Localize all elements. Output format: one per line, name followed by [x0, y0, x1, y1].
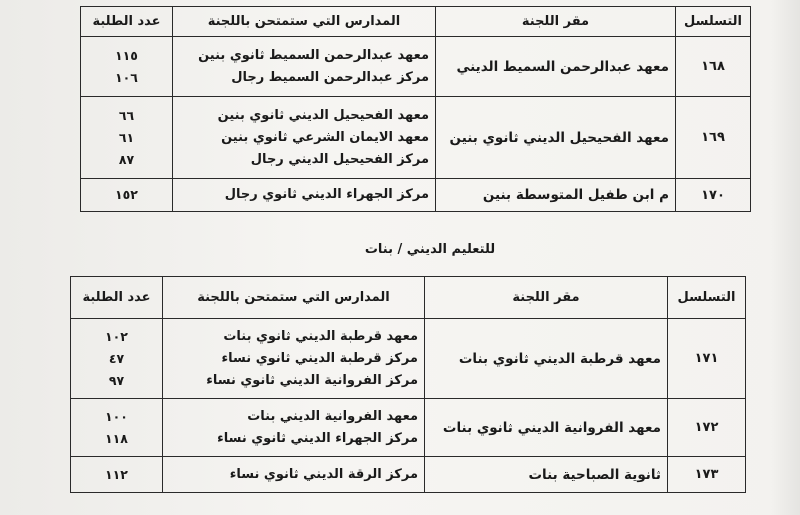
- school-name: معهد الفحيحيل الديني ثانوي بنين: [217, 107, 429, 123]
- student-count-cell: [71, 457, 163, 493]
- committee-hq-cell: معهد الفحيحيل الديني ثانوي بنين: [436, 97, 676, 179]
- student-count: ١١٢: [105, 466, 128, 482]
- school-name: مركز الرقة الديني ثانوي نساء: [229, 466, 418, 482]
- student-count-cell: [81, 37, 173, 97]
- table-row: [71, 457, 746, 493]
- schools-cell: [163, 319, 425, 399]
- school-name: معهد قرطبة الديني ثانوي بنات: [223, 328, 418, 344]
- table-row: [81, 37, 751, 97]
- school-name: مركز عبدالرحمن السميط رجال: [231, 69, 429, 85]
- student-count-cell: [71, 319, 163, 399]
- student-count: ١١٨: [105, 430, 128, 446]
- seq-cell: ١٧١: [668, 319, 746, 399]
- header-seq: التسلسل: [676, 7, 751, 37]
- header-student-count: عدد الطلبة: [71, 277, 163, 319]
- school-name: مركز الفحيحيل الديني رجال: [250, 151, 429, 167]
- student-count: ٨٧: [118, 151, 135, 167]
- schools-cell: [163, 457, 425, 493]
- school-name: مركز قرطبة الديني ثانوي نساء: [221, 350, 418, 366]
- school-name: معهد عبدالرحمن السميط ثانوي بنين: [198, 47, 429, 63]
- header-seq: التسلسل: [668, 277, 746, 319]
- schools-cell: [173, 37, 436, 97]
- committee-hq-cell: معهد قرطبة الديني ثانوي بنات: [425, 319, 668, 399]
- table-row: [71, 399, 746, 457]
- student-count-cell: [71, 399, 163, 457]
- page-edge-shadow: [770, 0, 800, 515]
- committee-hq-cell: م ابن طفيل المتوسطة بنين: [436, 179, 676, 212]
- header-schools: المدارس التي ستمتحن باللجنة: [173, 7, 436, 37]
- student-count: ٦٦: [118, 107, 135, 123]
- schools-cell: [173, 97, 436, 179]
- student-count: ١٠٦: [115, 69, 138, 85]
- committees-table-boys: [80, 6, 751, 212]
- header-schools: المدارس التي ستمتحن باللجنة: [163, 277, 425, 319]
- committee-hq-cell: ثانوية الصباحية بنات: [425, 457, 668, 493]
- school-name: مركز الجهراء الديني ثانوي رجال: [224, 187, 429, 202]
- table-header-row: [81, 7, 751, 37]
- committee-hq-cell: معهد الفروانية الديني ثانوي بنات: [425, 399, 668, 457]
- committees-table-girls: [70, 276, 746, 493]
- student-count: ٩٧: [108, 372, 125, 388]
- student-count: ٤٧: [108, 350, 125, 366]
- section-heading: للتعليم الديني / بنات: [364, 242, 496, 257]
- school-name: معهد الفروانية الديني بنات: [247, 408, 418, 424]
- seq-cell: ١٧٠: [676, 179, 751, 212]
- student-count-cell: [81, 97, 173, 179]
- school-name: مركز الفروانية الديني ثانوي نساء: [206, 372, 418, 388]
- table-header-row: [71, 277, 746, 319]
- table-row: [81, 179, 751, 212]
- student-count: ١١٥: [115, 47, 138, 63]
- table-row: [71, 319, 746, 399]
- schools-cell: [163, 399, 425, 457]
- school-name: مركز الجهراء الديني ثانوي نساء: [217, 430, 418, 446]
- school-name: معهد الايمان الشرعي ثانوي بنين: [221, 129, 429, 145]
- seq-cell: ١٦٩: [676, 97, 751, 179]
- seq-cell: ١٦٨: [676, 37, 751, 97]
- seq-cell: ١٧٢: [668, 399, 746, 457]
- table-row: [81, 97, 751, 179]
- schools-cell: [173, 179, 436, 212]
- student-count: ١٠٠: [105, 408, 128, 424]
- header-committee-hq: مقر اللجنة: [425, 277, 668, 319]
- header-committee-hq: مقر اللجنة: [436, 7, 676, 37]
- student-count: ٦١: [118, 129, 135, 145]
- student-count-cell: [81, 179, 173, 212]
- student-count: ١٠٢: [105, 328, 128, 344]
- seq-cell: ١٧٣: [668, 457, 746, 493]
- header-student-count: عدد الطلبة: [81, 7, 173, 37]
- committee-hq-cell: معهد عبدالرحمن السميط الديني: [436, 37, 676, 97]
- student-count: ١٥٢: [115, 187, 138, 202]
